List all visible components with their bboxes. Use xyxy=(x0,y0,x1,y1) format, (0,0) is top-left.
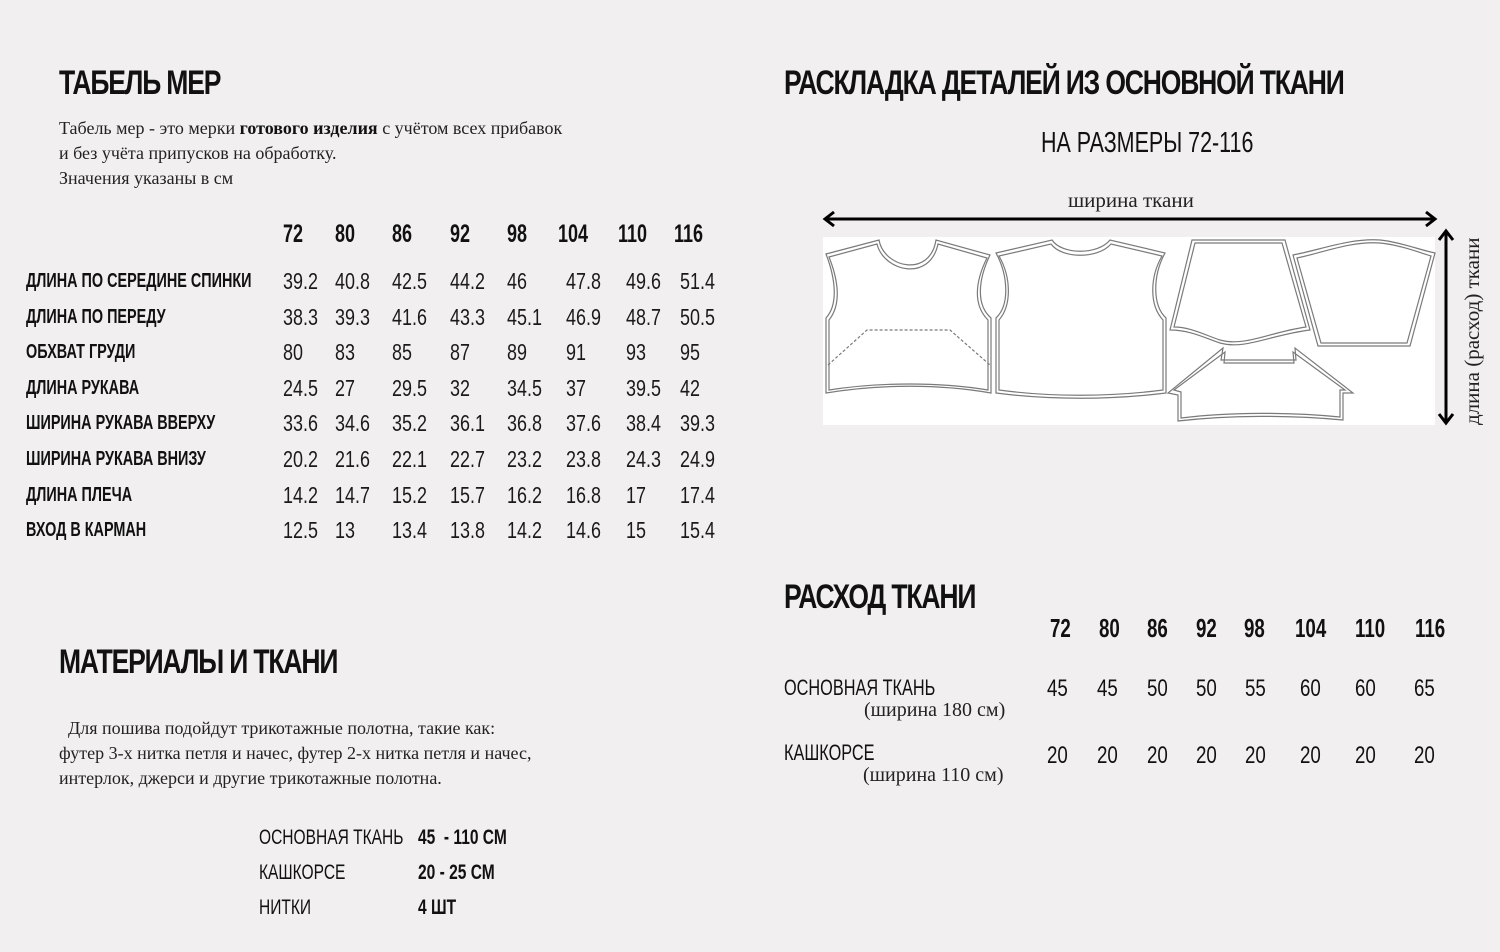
fabric-length-arrow xyxy=(1439,231,1453,423)
measurement-value: 32 xyxy=(450,374,470,401)
measurement-label: ДЛИНА РУКАВА xyxy=(26,376,140,399)
measurement-label: ВХОД В КАРМАН xyxy=(26,519,147,542)
layout-title: РАСКЛАДКА ДЕТАЛЕЙ ИЗ ОСНОВНОЙ ТКАНИ xyxy=(784,64,1344,102)
measurement-value: 38.4 xyxy=(626,410,661,437)
measurement-value: 43.3 xyxy=(450,303,485,330)
consumption-size-header: 98 xyxy=(1244,613,1265,643)
measurement-value: 22.1 xyxy=(392,446,427,472)
material-value: 20 - 25 СМ xyxy=(418,861,495,884)
measurement-value: 89 xyxy=(507,339,527,366)
consumption-value: 55 xyxy=(1245,675,1266,702)
intro-text-line2: и без учёта припусков на обработку. xyxy=(59,143,337,163)
size-header: 80 xyxy=(335,220,356,248)
consumption-value: 50 xyxy=(1196,675,1217,702)
measurement-value: 38.3 xyxy=(283,303,318,330)
consumption-value: 20 xyxy=(1097,742,1118,769)
consumption-value: 60 xyxy=(1355,675,1376,702)
consumption-value: 20 xyxy=(1355,742,1376,769)
measurement-value: 13.8 xyxy=(450,517,485,544)
measurement-value: 14.2 xyxy=(507,517,542,544)
measurement-value: 24.9 xyxy=(680,446,715,472)
measurement-value: 16.2 xyxy=(507,481,542,508)
measurement-value: 14.2 xyxy=(283,481,318,508)
measurement-value: 39.2 xyxy=(283,268,318,294)
size-header: 98 xyxy=(507,220,528,248)
measurement-value: 80 xyxy=(283,339,303,366)
consumption-size-header: 104 xyxy=(1295,613,1327,643)
measurement-label: ДЛИНА ПО ПЕРЕДУ xyxy=(26,305,166,328)
measurement-value: 51.4 xyxy=(680,268,715,294)
measurement-value: 49.6 xyxy=(626,268,661,294)
measurement-value: 34.6 xyxy=(335,410,370,437)
measurement-value: 39.3 xyxy=(335,303,370,330)
measurement-value: 17.4 xyxy=(680,481,715,508)
measurement-value: 83 xyxy=(335,339,355,366)
material-label: НИТКИ xyxy=(259,896,312,919)
intro-text-1: Табель мер - это мерки xyxy=(59,118,240,138)
measurement-value: 23.8 xyxy=(566,446,601,472)
measurement-label: ДЛИНА ПО СЕРЕДИНЕ СПИНКИ xyxy=(26,270,252,292)
consumption-value: 45 xyxy=(1047,675,1068,702)
consumption-value: 45 xyxy=(1097,675,1118,702)
measurement-value: 41.6 xyxy=(392,303,427,330)
consumption-value: 20 xyxy=(1300,742,1321,769)
measurement-value: 15.4 xyxy=(680,517,715,544)
measurement-value: 48.7 xyxy=(626,303,661,330)
layout-subtitle: НА РАЗМЕРЫ 72-116 xyxy=(1041,127,1254,159)
consumption-value: 65 xyxy=(1414,675,1435,702)
measurement-value: 42 xyxy=(680,374,700,401)
measurement-value: 47.8 xyxy=(566,268,601,294)
measurement-value: 45.1 xyxy=(507,303,542,330)
consumption-width-note: (ширина 180 см) xyxy=(864,699,1006,721)
material-value: 45 - 110 СМ xyxy=(418,826,507,849)
intro-text-bold: готового изделия xyxy=(239,118,378,138)
measurement-value: 15.7 xyxy=(450,481,485,508)
material-value: 4 ШТ xyxy=(418,896,457,919)
intro-text-2: с учётом всех прибавок xyxy=(377,118,563,138)
consumption-size-header: 116 xyxy=(1415,613,1446,643)
measurement-value: 29.5 xyxy=(392,374,427,401)
fabric-length-label: длина (расход) ткани xyxy=(1460,237,1484,425)
consumption-size-header: 86 xyxy=(1147,613,1168,643)
measurement-label: ШИРИНА РУКАВА ВВЕРХУ xyxy=(26,412,216,435)
measurement-value: 50.5 xyxy=(680,303,715,330)
materials-line1: Для пошива подойдут трикотажные полотна, такие как: xyxy=(59,718,496,738)
consumption-label: КАШКОРСЕ xyxy=(784,740,875,765)
measurement-value: 13.4 xyxy=(392,517,427,544)
consumption-size-header: 80 xyxy=(1099,613,1120,643)
measurement-value: 34.5 xyxy=(507,374,542,401)
measurement-value: 44.2 xyxy=(450,268,485,294)
measurement-value: 16.8 xyxy=(566,481,601,508)
measurement-value: 14.6 xyxy=(566,517,601,544)
measurement-value: 46 xyxy=(507,268,527,294)
measurement-value: 22.7 xyxy=(450,446,485,472)
measurement-value: 13 xyxy=(335,517,355,544)
size-header: 72 xyxy=(283,220,304,248)
measurement-value: 39.5 xyxy=(626,374,661,401)
size-header: 86 xyxy=(392,220,413,248)
measurement-value: 95 xyxy=(680,339,700,366)
size-header: 104 xyxy=(558,220,589,248)
measurement-label: ДЛИНА ПЛЕЧА xyxy=(26,483,133,506)
consumption-size-header: 72 xyxy=(1050,613,1071,643)
measurement-value: 21.6 xyxy=(335,446,370,472)
consumption-value: 20 xyxy=(1147,742,1168,769)
measurement-value: 33.6 xyxy=(283,410,318,437)
measurement-value: 39.3 xyxy=(680,410,715,437)
measurement-label: ОБХВАТ ГРУДИ xyxy=(26,341,136,364)
size-header: 110 xyxy=(618,220,648,248)
consumption-value: 20 xyxy=(1047,742,1068,769)
material-label: ОСНОВНАЯ ТКАНЬ xyxy=(259,826,404,849)
consumption-value: 20 xyxy=(1196,742,1217,769)
materials-line2: футер 3-х нитка петля и начес, футер 2-х нитка петля и начес, xyxy=(59,743,532,763)
consumption-size-header: 110 xyxy=(1355,613,1386,643)
measurement-value: 42.5 xyxy=(392,268,427,294)
measurement-value: 17 xyxy=(626,481,646,508)
consumption-value: 20 xyxy=(1414,742,1435,769)
consumption-value: 60 xyxy=(1300,675,1321,702)
measurement-value: 23.2 xyxy=(507,446,542,472)
measurement-label: ШИРИНА РУКАВА ВНИЗУ xyxy=(26,448,206,470)
measurement-value: 36.8 xyxy=(507,410,542,437)
intro-text-line3: Значения указаны в см xyxy=(59,168,234,188)
measurement-value: 24.3 xyxy=(626,446,661,472)
measurement-value: 37 xyxy=(566,374,586,401)
consumption-title: РАСХОД ТКАНИ xyxy=(784,578,976,616)
measurement-value: 85 xyxy=(392,339,412,366)
measurements-title: ТАБЕЛЬ МЕР xyxy=(59,64,221,102)
consumption-value: 20 xyxy=(1245,742,1266,769)
consumption-value: 50 xyxy=(1147,675,1168,702)
measurement-value: 15 xyxy=(626,517,646,544)
measurement-value: 24.5 xyxy=(283,374,318,401)
measurement-value: 36.1 xyxy=(450,410,485,437)
materials-line3: интерлок, джерси и другие трикотажные полотна. xyxy=(59,768,442,788)
measurement-value: 87 xyxy=(450,339,470,366)
measurement-value: 12.5 xyxy=(283,517,318,544)
measurement-value: 91 xyxy=(566,339,586,366)
measurement-value: 14.7 xyxy=(335,481,370,508)
measurement-value: 35.2 xyxy=(392,410,427,437)
measurement-value: 20.2 xyxy=(283,446,318,472)
material-label: КАШКОРСЕ xyxy=(259,861,346,884)
measurement-value: 46.9 xyxy=(566,303,601,330)
materials-title: МАТЕРИАЛЫ И ТКАНИ xyxy=(59,643,338,681)
fabric-width-label: ширина ткани xyxy=(1068,188,1194,212)
measurement-value: 27 xyxy=(335,374,355,401)
measurement-value: 40.8 xyxy=(335,268,370,294)
fabric-width-arrow xyxy=(825,212,1435,226)
consumption-label: ОСНОВНАЯ ТКАНЬ xyxy=(784,675,936,700)
measurement-value: 37.6 xyxy=(566,410,601,437)
measurement-value: 15.2 xyxy=(392,481,427,508)
consumption-width-note: (ширина 110 см) xyxy=(863,764,1004,786)
size-header: 116 xyxy=(674,220,704,248)
measurement-value: 93 xyxy=(626,339,646,366)
consumption-size-header: 92 xyxy=(1196,613,1217,643)
size-header: 92 xyxy=(450,220,471,248)
